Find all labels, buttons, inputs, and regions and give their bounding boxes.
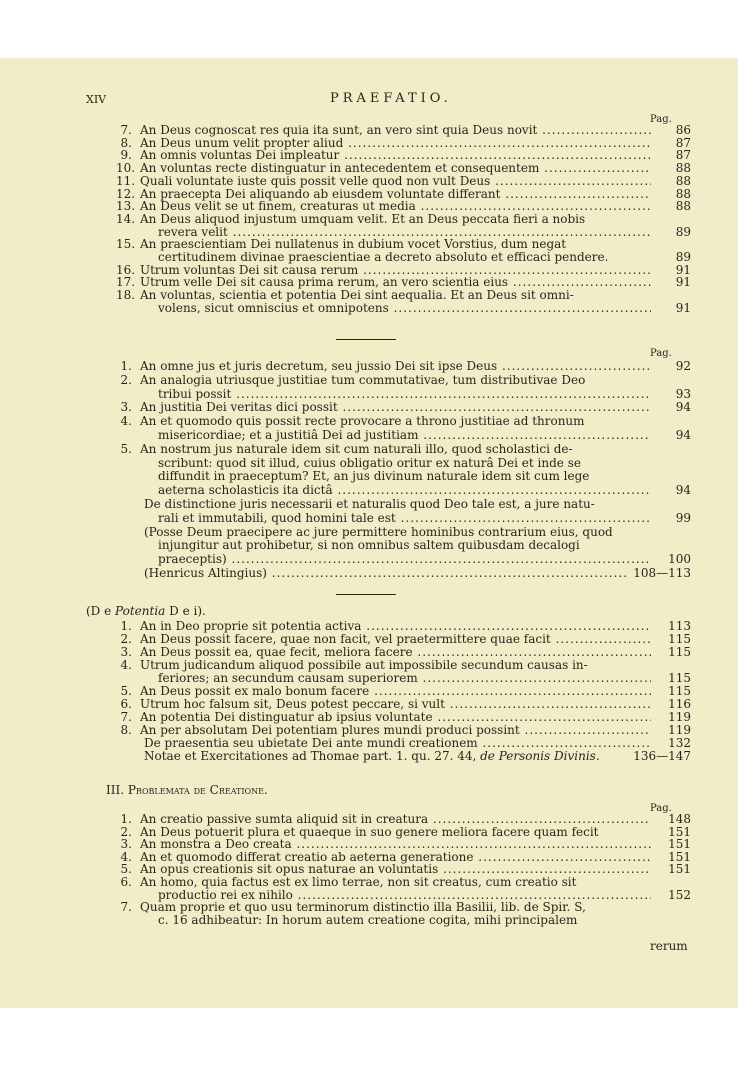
toc-entry <box>116 429 691 442</box>
divider <box>336 339 396 340</box>
entry-page: 91 <box>675 262 691 277</box>
entry-number: 3. <box>120 645 132 659</box>
toc-entry <box>116 226 691 239</box>
toc-entry <box>116 512 691 525</box>
entry-page: 91 <box>675 300 691 315</box>
entry-text: An Deus possit ea, quae fecit, meliora facere ..... <box>140 646 651 659</box>
entry-text: An Deus possit ex malo bonum facere ..... <box>140 685 651 698</box>
entry-number: 7. <box>120 710 132 724</box>
entry-page: 87 <box>675 135 691 150</box>
entry-text: Quali voluntate iuste quis possit velle quod non vult Deus ..... <box>140 175 651 188</box>
catchword: rerum <box>650 939 688 953</box>
entry-number: 10. <box>116 161 136 176</box>
toc-entry <box>116 149 691 162</box>
toc-entry <box>116 889 691 902</box>
entry-text: An omne jus et juris decretum, seu jussio Dei sit ipse Deus ..... <box>140 360 651 373</box>
entry-number: 13. <box>116 199 136 214</box>
toc-entry <box>116 251 691 264</box>
entry-text: An praescientiam Dei nullatenus in dubium vocet Vorstius, dum negat <box>140 238 567 252</box>
toc-entry <box>116 238 691 251</box>
toc-entry <box>116 443 691 456</box>
divider <box>336 594 396 595</box>
entry-text: De praesentia seu ubietate Dei ante mundi creationem ..... <box>144 737 651 750</box>
entry-text: An praecepta Dei aliquando ab eiusdem voluntate differant ..... <box>140 188 651 201</box>
entry-number: 6. <box>120 875 132 889</box>
toc-entry <box>116 851 691 864</box>
entry-number: 15. <box>116 237 136 252</box>
toc-entry <box>116 659 691 672</box>
entry-number: 12. <box>116 186 136 201</box>
toc-entry <box>116 401 691 414</box>
entry-number: 2. <box>120 632 132 646</box>
toc-entry <box>116 526 691 539</box>
entry-number: 4. <box>120 658 132 672</box>
entry-page: 116 <box>668 697 691 711</box>
toc-entry <box>116 264 691 277</box>
entry-page: 88 <box>675 173 691 188</box>
entry-text: Quam proprie et quo usu terminorum distinctio illa Basilii, lib. de Spir. S, <box>140 901 586 915</box>
entry-number: 3. <box>120 837 132 852</box>
toc-entry <box>116 415 691 428</box>
toc-entry <box>116 302 691 315</box>
toc-entry <box>116 188 691 201</box>
entry-page: 88 <box>675 199 691 214</box>
toc-entry <box>116 813 691 826</box>
entry-page: 89 <box>675 224 691 239</box>
entry-page: 89 <box>675 250 691 264</box>
toc-entry <box>116 200 691 213</box>
toc-entry <box>116 698 691 711</box>
toc-entry <box>116 374 691 387</box>
entry-text: An monstra a Deo creata ..... <box>140 838 651 851</box>
entry-text: De distinctione juris necessarii et naturalis quod Deo tale est, a jure natu- <box>144 498 595 511</box>
entry-number: 14. <box>116 211 136 226</box>
entry-page: 88 <box>675 186 691 201</box>
entry-page: 100 <box>668 552 691 567</box>
entry-text: revera velit ..... <box>158 226 651 239</box>
entry-text: praeceptis) ..... <box>158 553 651 566</box>
entry-text: tribui possit ..... <box>158 388 651 401</box>
notae-entry: Notae et Exercitationes ad Thomae part. 1. qu. 27. 44, de Personis Divinis. 136—147 <box>144 749 691 763</box>
entry-text: An creatio passive sumta aliquid sit in creatura ..... <box>140 813 651 826</box>
pag-label: Pag. <box>650 803 672 814</box>
toc-entry <box>116 470 691 483</box>
pag-label: Pag. <box>650 348 672 359</box>
entry-text: An nostrum jus naturale idem sit cum naturali illo, quod scholastici de- <box>140 442 573 456</box>
section-heading-potentia: (D e Potentia D e i). <box>86 604 206 618</box>
toc-entry <box>116 914 691 927</box>
entry-text: Utrum judicandum aliquod possibile aut impossibile secundum causas in- <box>140 659 588 672</box>
entry-text: rali et immutabili, quod homini tale est ..... <box>158 512 651 525</box>
entry-number: 4. <box>120 414 132 429</box>
entry-text: misericordiae; et a justitiâ Dei ad justitiam ..... <box>158 429 651 442</box>
entry-number: 18. <box>116 288 136 303</box>
entry-text: An Deus cognoscat res quia ita sunt, an vero sint quia Deus novit ..... <box>140 124 651 137</box>
entry-text: An justitia Dei veritas dici possit ..... <box>140 401 651 414</box>
entry-page: 151 <box>668 862 691 877</box>
entry-text: An Deus potuerit plura et quaeque in suo genere meliora facere quam fecit <box>140 825 599 839</box>
entry-text: An et quomodo differat creatio ab aeterna generatione ..... <box>140 851 651 864</box>
entry-text: An in Deo proprie sit potentia activa ..... <box>140 620 651 633</box>
toc-entry <box>116 162 691 175</box>
toc-entry <box>116 620 691 633</box>
entry-page: 94 <box>675 400 691 415</box>
entry-page: 93 <box>675 386 691 401</box>
entry-text: An Deus possit facere, quae non facit, vel praetermittere quae facit ..... <box>140 633 651 646</box>
entry-text: (Posse Deum praecipere ac jure permittere hominibus contrarium eius, quod <box>144 525 613 539</box>
entry-text: feriores; an secundum causam superiorem ..... <box>158 672 651 685</box>
entry-page: 151 <box>668 837 691 852</box>
entry-page: 92 <box>675 359 691 373</box>
entry-text: An homo, quia factus est ex limo terrae, non sit creatus, cum creatio sit <box>140 876 577 889</box>
entry-text: An Deus unum velit propter aliud ..... <box>140 137 651 150</box>
toc-entry <box>116 360 691 373</box>
entry-page: 119 <box>668 723 691 737</box>
entry-text: An potentia Dei distinguatur ab ipsius voluntate ..... <box>140 711 651 724</box>
entry-page: 88 <box>675 161 691 176</box>
entry-number: 8. <box>120 135 132 150</box>
entry-page: 94 <box>675 428 691 442</box>
entry-text: (Henricus Altingius) ..... <box>144 567 627 580</box>
entry-number: 8. <box>120 723 132 737</box>
entry-number: 5. <box>120 862 132 877</box>
entry-number: 4. <box>120 849 132 864</box>
entry-page: 86 <box>675 123 691 137</box>
entry-number: 11. <box>116 173 136 188</box>
entry-page: 151 <box>668 849 691 864</box>
toc-entry <box>116 672 691 685</box>
entry-page: 115 <box>668 645 691 659</box>
toc-entry <box>116 539 691 552</box>
section-heading-creatione: III. Problemata de Creatione. <box>106 783 268 797</box>
entry-text: An Deus aliquod injustum umquam velit. Et an Deus peccata fieri a nobis <box>140 212 586 226</box>
entry-text: aeterna scholasticis ita dictâ ..... <box>158 484 651 497</box>
entry-text: injungitur aut prohibetur, si non omnibus saltem quibusdam decalogi <box>158 539 580 553</box>
entry-text: An opus creationis sit opus naturae an voluntatis ..... <box>140 863 651 876</box>
toc-entry <box>116 289 691 302</box>
entry-page: 119 <box>668 710 691 724</box>
toc-entry <box>116 498 691 511</box>
toc-entry <box>116 484 691 497</box>
toc-entry <box>116 388 691 401</box>
entry-number: 17. <box>116 275 136 290</box>
entry-page: 115 <box>668 632 691 646</box>
entry-number: 9. <box>120 148 132 163</box>
entry-page: 132 <box>668 736 691 750</box>
toc-entry <box>116 213 691 226</box>
toc-entry <box>116 685 691 698</box>
entry-text: An Deus velit se ut finem, creaturas ut media ..... <box>140 200 651 213</box>
toc-entry <box>116 276 691 289</box>
entry-text: c. 16 adhibeatur: In horum autem creatione cogita, mihi principalem <box>158 913 578 927</box>
running-title: PRAEFATIO. <box>330 91 452 106</box>
entry-page: 115 <box>668 684 691 698</box>
entry-text: Utrum hoc falsum sit, Deus potest peccare, si vult ..... <box>140 698 651 711</box>
entry-number: 2. <box>120 824 132 839</box>
entry-page: 94 <box>675 483 691 498</box>
entry-page: 148 <box>668 812 691 826</box>
entry-text: An analogia utriusque justitiae tum commutativae, tum distributivae Deo <box>140 373 586 387</box>
toc-entry <box>116 711 691 724</box>
toc-entry <box>116 137 691 150</box>
toc-entry <box>116 567 691 580</box>
entry-number: 7. <box>120 900 132 915</box>
toc-entry <box>116 737 691 750</box>
entry-number: 6. <box>120 697 132 711</box>
toc-entry <box>116 863 691 876</box>
toc-entry <box>116 633 691 646</box>
entry-number: 1. <box>120 359 132 373</box>
entry-text: An per absolutam Dei potentiam plures mundi produci possint ..... <box>140 724 651 737</box>
entry-number: 3. <box>120 400 132 415</box>
toc-entry <box>116 457 691 470</box>
entry-page: 151 <box>668 824 691 839</box>
entry-number: 1. <box>120 619 132 633</box>
entry-text: Utrum velle Dei sit causa prima rerum, an vero scientia eius ..... <box>140 276 651 289</box>
entry-text: certitudinem divinae praescientiae a decreto absoluto et efficaci pendere. <box>158 251 609 264</box>
toc-entry <box>116 901 691 914</box>
page-number: XIV <box>86 93 107 106</box>
toc-entry <box>116 876 691 889</box>
entry-text: diffundit in praeceptum? Et, an jus divinum naturale idem sit cum lege <box>158 470 590 484</box>
toc-entry <box>116 124 691 137</box>
entry-page: 91 <box>675 275 691 290</box>
pag-label: Pag. <box>650 114 672 125</box>
entry-page: 152 <box>668 887 691 902</box>
toc-entry <box>116 553 691 566</box>
entry-number: 16. <box>116 262 136 277</box>
entry-number: 5. <box>120 684 132 698</box>
toc-entry <box>116 826 691 839</box>
entry-number: 7. <box>120 123 132 137</box>
toc-entry <box>116 646 691 659</box>
entry-number: 5. <box>120 441 132 456</box>
toc-entry <box>116 724 691 737</box>
entry-page: 108—113 <box>633 566 691 580</box>
toc-entry <box>116 175 691 188</box>
entry-number: 1. <box>120 812 132 826</box>
entry-page: 115 <box>668 671 691 685</box>
entry-text: An omnis voluntas Dei impleatur ..... <box>140 149 651 162</box>
entry-page: 87 <box>675 148 691 163</box>
entry-page: 99 <box>675 510 691 525</box>
entry-text: volens, sicut omniscius et omnipotens ..... <box>158 302 651 315</box>
entry-text: An voluntas recte distinguatur in antecedentem et consequentem ..... <box>140 162 651 175</box>
entry-page: 113 <box>668 619 691 633</box>
entry-number: 2. <box>120 372 132 387</box>
toc-entry <box>116 838 691 851</box>
entry-text: Utrum voluntas Dei sit causa rerum ..... <box>140 264 651 277</box>
entry-text: scribunt: quod sit illud, cuius obligatio oritur ex naturâ Dei et inde se <box>158 456 581 470</box>
entry-text: productio rei ex nihilo ..... <box>158 889 651 902</box>
entry-text: An et quomodo quis possit recte provocare a throno justitiae ad thronum <box>140 415 585 429</box>
entry-text: An voluntas, scientia et potentia Dei sint aequalia. Et an Deus sit omni- <box>140 289 574 303</box>
